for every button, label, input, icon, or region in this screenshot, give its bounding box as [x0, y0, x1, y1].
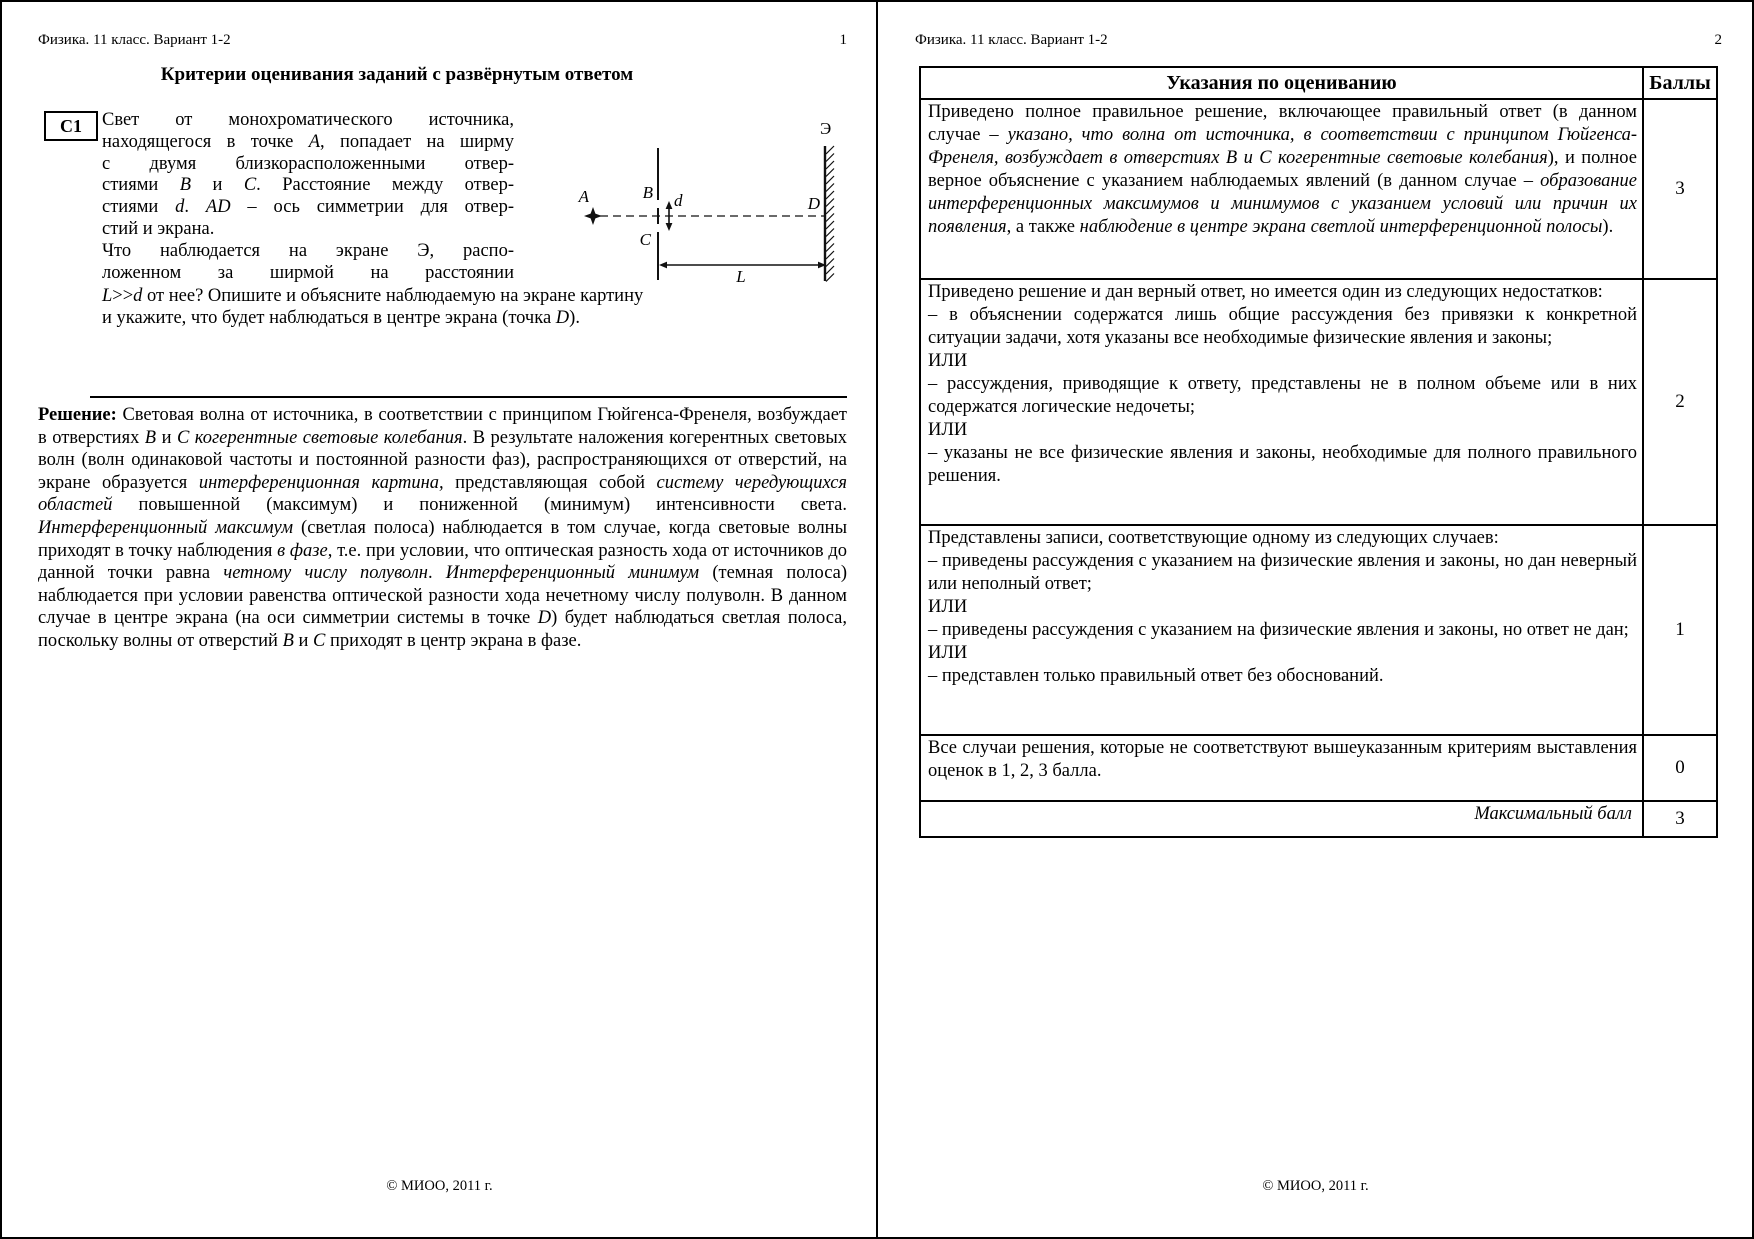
task-text-line: и укажите, что будет наблюдаться в центре экрана (точка D). — [102, 307, 580, 328]
task-text-line: стиями d. AD – ось симметрии для отвер- — [102, 197, 515, 218]
task-text-narrow — [102, 110, 514, 284]
task-text-line: стиями B и C. Расстояние между отвер- — [102, 175, 514, 196]
screen-hatch — [826, 146, 834, 282]
page-number: 2 — [1714, 32, 1722, 48]
page-header: Физика. 11 класс. Вариант 1-2 — [915, 32, 1108, 48]
label-slit-distance: d — [674, 191, 683, 210]
label-slit-top: B — [642, 183, 653, 202]
criteria-row — [920, 801, 1717, 837]
table-header-criteria: Указания по оцениванию — [920, 67, 1643, 99]
task-text-line: Свет от монохроматического источника, — [102, 110, 514, 130]
criteria-cell: Все случаи решения, которые не соответствуют вышеуказанным критериям выставления оценок в 1, 2, 3 балла. — [920, 735, 1643, 801]
criteria-row — [920, 279, 1717, 525]
score-cell: 3 — [1643, 99, 1717, 279]
criteria-cell: Представлены записи, соответствующие одному из следующих случаев: – приведены рассуждения с указанием на физические явления и законы, но дан неверный или неполный ответ; ИЛИ – приведены рассуждения с указанием на физические явления и законы, но ответ не дан; ИЛИ – представлен только правильный ответ без обоснований. — [920, 525, 1643, 735]
page-divider — [876, 2, 878, 1237]
task-text-line: Что наблюдается на экране Э, распо- — [102, 240, 514, 261]
score-cell: 1 — [1643, 525, 1717, 735]
label-screen: Э — [820, 119, 832, 138]
criteria-row — [920, 525, 1717, 735]
criteria-row — [920, 99, 1717, 279]
criteria-table — [919, 66, 1718, 838]
task-c1 — [38, 108, 850, 344]
task-text-line: находящегося в точке A, попадает на ширму — [102, 131, 514, 152]
task-text-wide — [102, 286, 849, 330]
label-center: D — [807, 194, 820, 213]
page-header: Физика. 11 класс. Вариант 1-2 — [38, 32, 231, 48]
label-screen-distance: L — [736, 267, 746, 286]
page-number: 1 — [839, 32, 847, 48]
task-text-line: с двумя близкорасположенными отвер- — [102, 153, 514, 174]
criteria-cell: Приведено полное правильное решение, включающее правильный ответ (в данном случае – указано, что волна от источника, в соответствии с принципом Гюйгенса-Френеля, возбуждает в отверстиях B и C когерентные световые колебания), и полное верное объяснение с указанием наблюдаемых явлений (в данном случае – образование интерференционных максимумов и минимумов с указанием условий или причин их появления, а также наблюдение в центре экрана светлой интерференционной полосы). — [920, 99, 1643, 279]
criteria-cell: Приведено решение и дан верный ответ, но имеется один из следующих недостатков: – в объяснении содержатся лишь общие рассуждения без привязки к конкретной ситуации задачи, хотя указаны все необходимые физические явления и законы; ИЛИ – рассуждения, приводящие к ответу, представлены не в полном объеме или в них содержатся логические недочеты; ИЛИ – указаны не все физические явления и законы, необходимые для полного правильного решения. — [920, 279, 1643, 525]
task-text-line: L>>d от нее? Опишите и объясните наблюдаемую на экране картину — [102, 286, 644, 306]
screen — [825, 146, 834, 282]
criteria-row — [920, 735, 1717, 801]
document-title: Критерии оценивания заданий с развёрнутым ответом — [160, 64, 634, 85]
criteria-table-header-row — [920, 67, 1717, 99]
task-label: С1 — [44, 111, 98, 141]
solution-text: Решение: Световая волна от источника, в соответствии с принципом Гюйгенса-Френеля, возбуждает в отверстиях B и C когерентные световые колебания. В результате наложения когерентных световых волн (волн одинаковой частоты и постоянной разности фаз), распространяющихся от отверстий, на экране образуется интерференционная картина, представляющая собой систему чередующихся областей повышенной (максимум) и пониженной (минимум) интенсивности света. Интерференционный максимум (светлая полоса) наблюдается в том случае, когда световые волны приходят в точку наблюдения в фазе, т.е. при условии, что оптическая разность хода от источников до данной точки равна четному числу полуволн. Интерференционный минимум (темная полоса) наблюдается при условии равенства оптической разности хода нечетному числу полуволн. В данном случае в центре экрана (на оси симметрии системы в точке D) будет наблюдаться светлая полоса, поскольку волны от отверстий B и C приходят в центр экрана в фазе. — [38, 405, 848, 651]
optics-diagram — [543, 118, 848, 286]
label-slit-bottom: C — [639, 230, 651, 249]
score-cell: 2 — [1643, 279, 1717, 525]
page-2 — [879, 2, 1752, 1237]
separator-line — [90, 396, 847, 398]
label-source: A — [578, 187, 589, 206]
criteria-table-body — [920, 99, 1717, 837]
page-1 — [2, 2, 877, 1237]
page-footer: © МИОО, 2011 г. — [1262, 1178, 1369, 1194]
task-text-line: стий и экрана. — [102, 218, 215, 239]
criteria-cell: Максимальный балл — [920, 801, 1643, 837]
table-header-score: Баллы — [1643, 67, 1717, 99]
score-cell: 0 — [1643, 735, 1717, 801]
score-cell: 3 — [1643, 801, 1717, 837]
page-footer: © МИОО, 2011 г. — [386, 1178, 493, 1194]
task-text-line: ложенном за ширмой на расстоянии — [102, 262, 514, 283]
source-star-icon — [584, 207, 602, 225]
